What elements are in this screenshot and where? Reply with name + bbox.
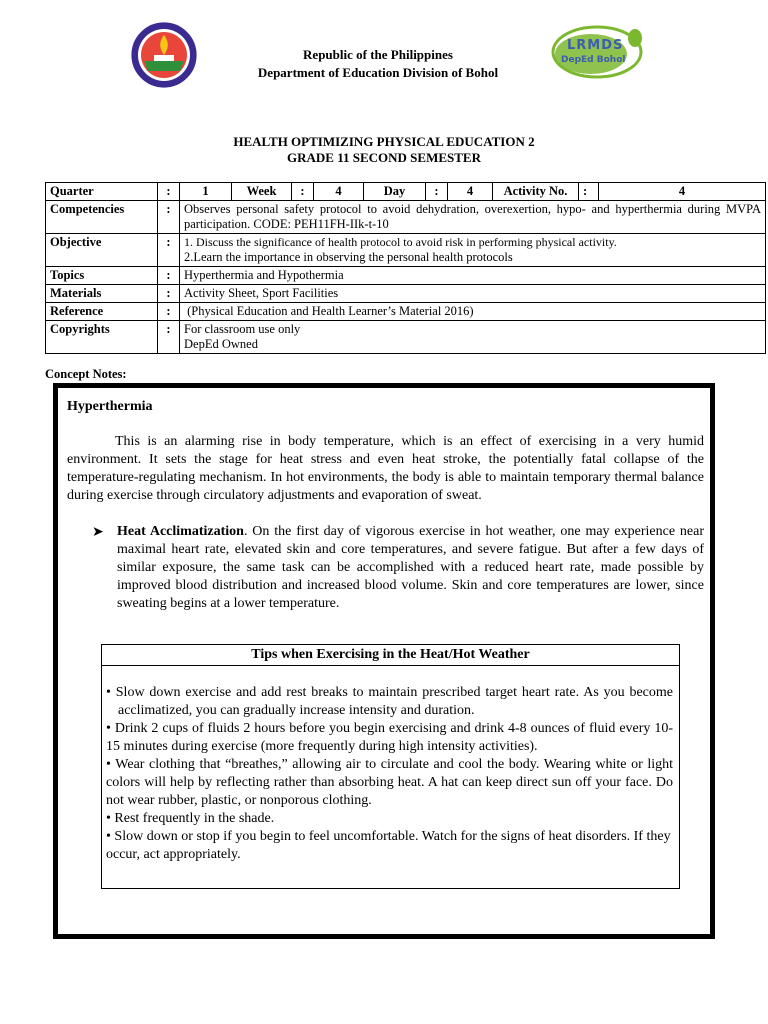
heat-acclimatization-bullet (92, 523, 704, 613)
bullet-icon: • (106, 829, 111, 844)
table-row-copyrights (46, 321, 766, 354)
colon: : (158, 321, 180, 354)
objective-line-2: 2.Learn the importance in observing the personal health protocols (184, 250, 513, 264)
concept-notes-label: Concept Notes: (45, 367, 127, 381)
week-label: Week (232, 183, 292, 201)
hyperthermia-heading: Hyperthermia (67, 399, 153, 414)
lrmds-logo-sub: DepEd Bohol (561, 55, 626, 65)
table-row-reference (46, 303, 766, 321)
materials-label: Materials (46, 285, 158, 303)
objective-value (180, 234, 766, 267)
competencies-label: Competencies (46, 201, 158, 234)
colon: : (158, 267, 180, 285)
materials-value: Activity Sheet, Sport Facilities (180, 285, 766, 303)
tip-text: Slow down exercise and add rest breaks to maintain prescribed target heart rate. As you become acclimatized, you can gradually increase intensity and duration. (115, 685, 673, 718)
topics-label: Topics (46, 267, 158, 285)
copyrights-label: Copyrights (46, 321, 158, 354)
arrow-bullet-icon: ➤ (92, 524, 104, 540)
colon: : (158, 285, 180, 303)
table-row-competencies (46, 201, 766, 234)
tips-title: Tips when Exercising in the Heat/Hot Weather (102, 645, 679, 666)
heat-acclimatization-text (117, 523, 704, 613)
subject-title: HEALTH OPTIMIZING PHYSICAL EDUCATION 2 (233, 134, 535, 149)
tip-item (106, 828, 673, 864)
activity-label: Activity No. (493, 183, 579, 201)
activity-info-table (45, 182, 766, 354)
colon: : (158, 183, 180, 201)
day-label: Day (364, 183, 426, 201)
reference-value: (Physical Education and Health Learner’s Material 2016) (180, 303, 766, 321)
hyperthermia-paragraph: This is an alarming rise in body temperature, which is an effect of exercising in a very humid environment. It sets the stage for heat stress and even heat stroke, the potentially fatal collapse of the temperature-regulating mechanism. In hot environments, the body is able to maintain temporary thermal balance during exercise through circulatory adjustments and evaporation of sweat. (67, 434, 704, 503)
tip-text: Drink 2 cups of fluids 2 hours before you begin exercising and drink 4-8 ounces of fluid every 10-15 minutes during exercise (more frequently during high intensity activities). (106, 721, 673, 754)
objective-line-1: 1. Discuss the significance of health protocol to avoid risk in performing physical activity. (184, 235, 617, 249)
tip-text: Rest frequently in the shade. (114, 811, 275, 826)
bullet-icon: • (106, 685, 111, 700)
lrmds-logo (551, 24, 643, 80)
tip-item (106, 810, 673, 828)
header-division: Department of Education Division of Bohol (257, 65, 499, 80)
competencies-value: Observes personal safety protocol to avoid dehydration, overexertion, hypo- and hyperthermia during MVPA participation. CODE: PEH11FH-IIk-t-10 (180, 201, 766, 234)
table-row-topics (46, 267, 766, 285)
tip-item (106, 756, 673, 810)
bullet-icon: • (106, 757, 111, 772)
table-row-materials (46, 285, 766, 303)
tips-list (102, 666, 679, 864)
tips-box (101, 644, 680, 889)
header-republic: Republic of the Philippines (303, 47, 453, 62)
tip-item (106, 684, 673, 720)
tip-text: Wear clothing that “breathes,” allowing air to circulate and cool the body. Wearing white or light colors will help by reflecting rather than absorbing heat. A hat can keep direct sun off your face. Do not wear rubber, plastic, or nonporous clothing. (106, 757, 674, 808)
colon: : (158, 234, 180, 267)
bullet-icon: • (106, 811, 111, 826)
day-value: 4 (448, 183, 493, 201)
heat-acclimatization-body: . On the first day of vigorous exercise in hot weather, one may experience near maximal heart rate, elevated skin and core temperatures, and severe fatigue. But after a few days of similar exposure, the same task can be accomplished with a reduced heart rate, made possible by improved blood distribution and increased blood volume. Skin and core temperatures are lower, since sweating begins at a lower temperature. (117, 524, 704, 611)
reference-label: Reference (46, 303, 158, 321)
quarter-label: Quarter (46, 183, 158, 201)
week-value: 4 (314, 183, 364, 201)
topics-value: Hyperthermia and Hypothermia (180, 267, 766, 285)
quarter-value: 1 (180, 183, 232, 201)
tip-text: Slow down or stop if you begin to feel uncomfortable. Watch for the signs of heat disorders. If they occur, act appropriately. (106, 829, 671, 862)
bullet-icon: • (106, 721, 111, 736)
activity-value: 4 (599, 183, 766, 201)
table-row-objective (46, 234, 766, 267)
colon: : (426, 183, 448, 201)
colon: : (292, 183, 314, 201)
objective-label: Objective (46, 234, 158, 267)
colon: : (158, 303, 180, 321)
heat-acclimatization-title: Heat Acclimatization (117, 524, 244, 539)
copyrights-value (180, 321, 766, 354)
table-row-quarter (46, 183, 766, 201)
copyrights-line-1: For classroom use only (184, 322, 301, 336)
tip-item (106, 720, 673, 756)
grade-title: GRADE 11 SECOND SEMESTER (287, 150, 481, 165)
lrmds-logo-text: LRMDS (567, 38, 624, 53)
colon: : (579, 183, 599, 201)
colon: : (158, 201, 180, 234)
copyrights-line-2: DepEd Owned (184, 337, 258, 351)
